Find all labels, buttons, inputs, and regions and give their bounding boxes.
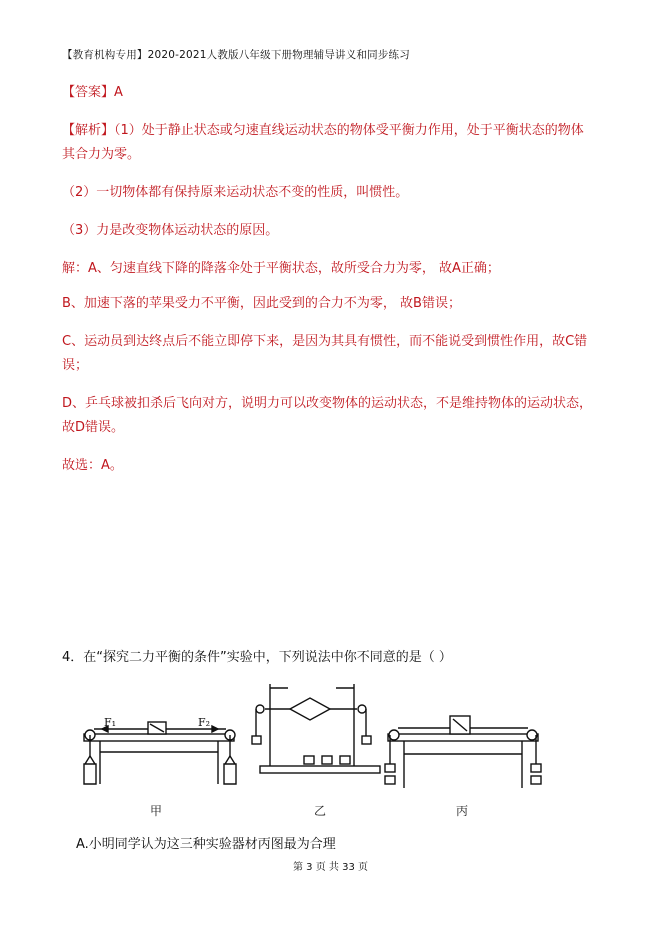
solution-a: 解：A、匀速直线下降的降落伞处于平衡状态，故所受合力为零， 故A正确； (62, 261, 500, 276)
figure-label-bing: 丙 (456, 804, 469, 818)
figure-label-jia: 甲 (150, 804, 163, 818)
analysis-intro-cont: 其合力为零。 (62, 147, 141, 162)
page-footer: 第 3 页 共 33 页 (293, 862, 368, 873)
page-header: 【教育机构专用】2020-2021人教版八年级下册物理辅导讲义和同步练习 (62, 49, 410, 61)
analysis-point-3: （3）力是改变物体运动状态的原因。 (62, 223, 279, 238)
experiment-figure (70, 676, 570, 826)
question-4: 4．在“探究二力平衡的条件”实验中，下列说法中你不同意的是（ ） (62, 650, 452, 665)
analysis-point-2: （2）一切物体都有保持原来运动状态不变的性质，叫惯性。 (62, 185, 409, 200)
solution-b: B、加速下落的苹果受力不平衡，因此受到的合力不为零， 故B错误； (62, 296, 461, 311)
answer-line: 【答案】A (62, 85, 123, 100)
f2-label: F₂ (198, 716, 211, 729)
conclusion: 故选：A。 (62, 458, 123, 473)
solution-d: D、乒乓球被扣杀后飞向对方，说明力可以改变物体的运动状态，不是维持物体的运动状态， (62, 396, 593, 411)
f1-label: F₁ (104, 716, 117, 729)
figure-label-yi: 乙 (314, 804, 327, 818)
option-a: A.小明同学认为这三种实验器材丙图最为合理 (76, 837, 336, 852)
analysis-intro: 【解析】（1）处于静止状态或匀速直线运动状态的物体受平衡力作用，处于平衡状态的物体 (62, 123, 584, 138)
solution-d-cont: 故D错误。 (62, 420, 125, 435)
solution-c-cont: 误； (62, 358, 89, 373)
solution-c: C、运动员到达终点后不能立即停下来，是因为其具有惯性，而不能说受到惯性作用，故C错 (62, 334, 588, 349)
